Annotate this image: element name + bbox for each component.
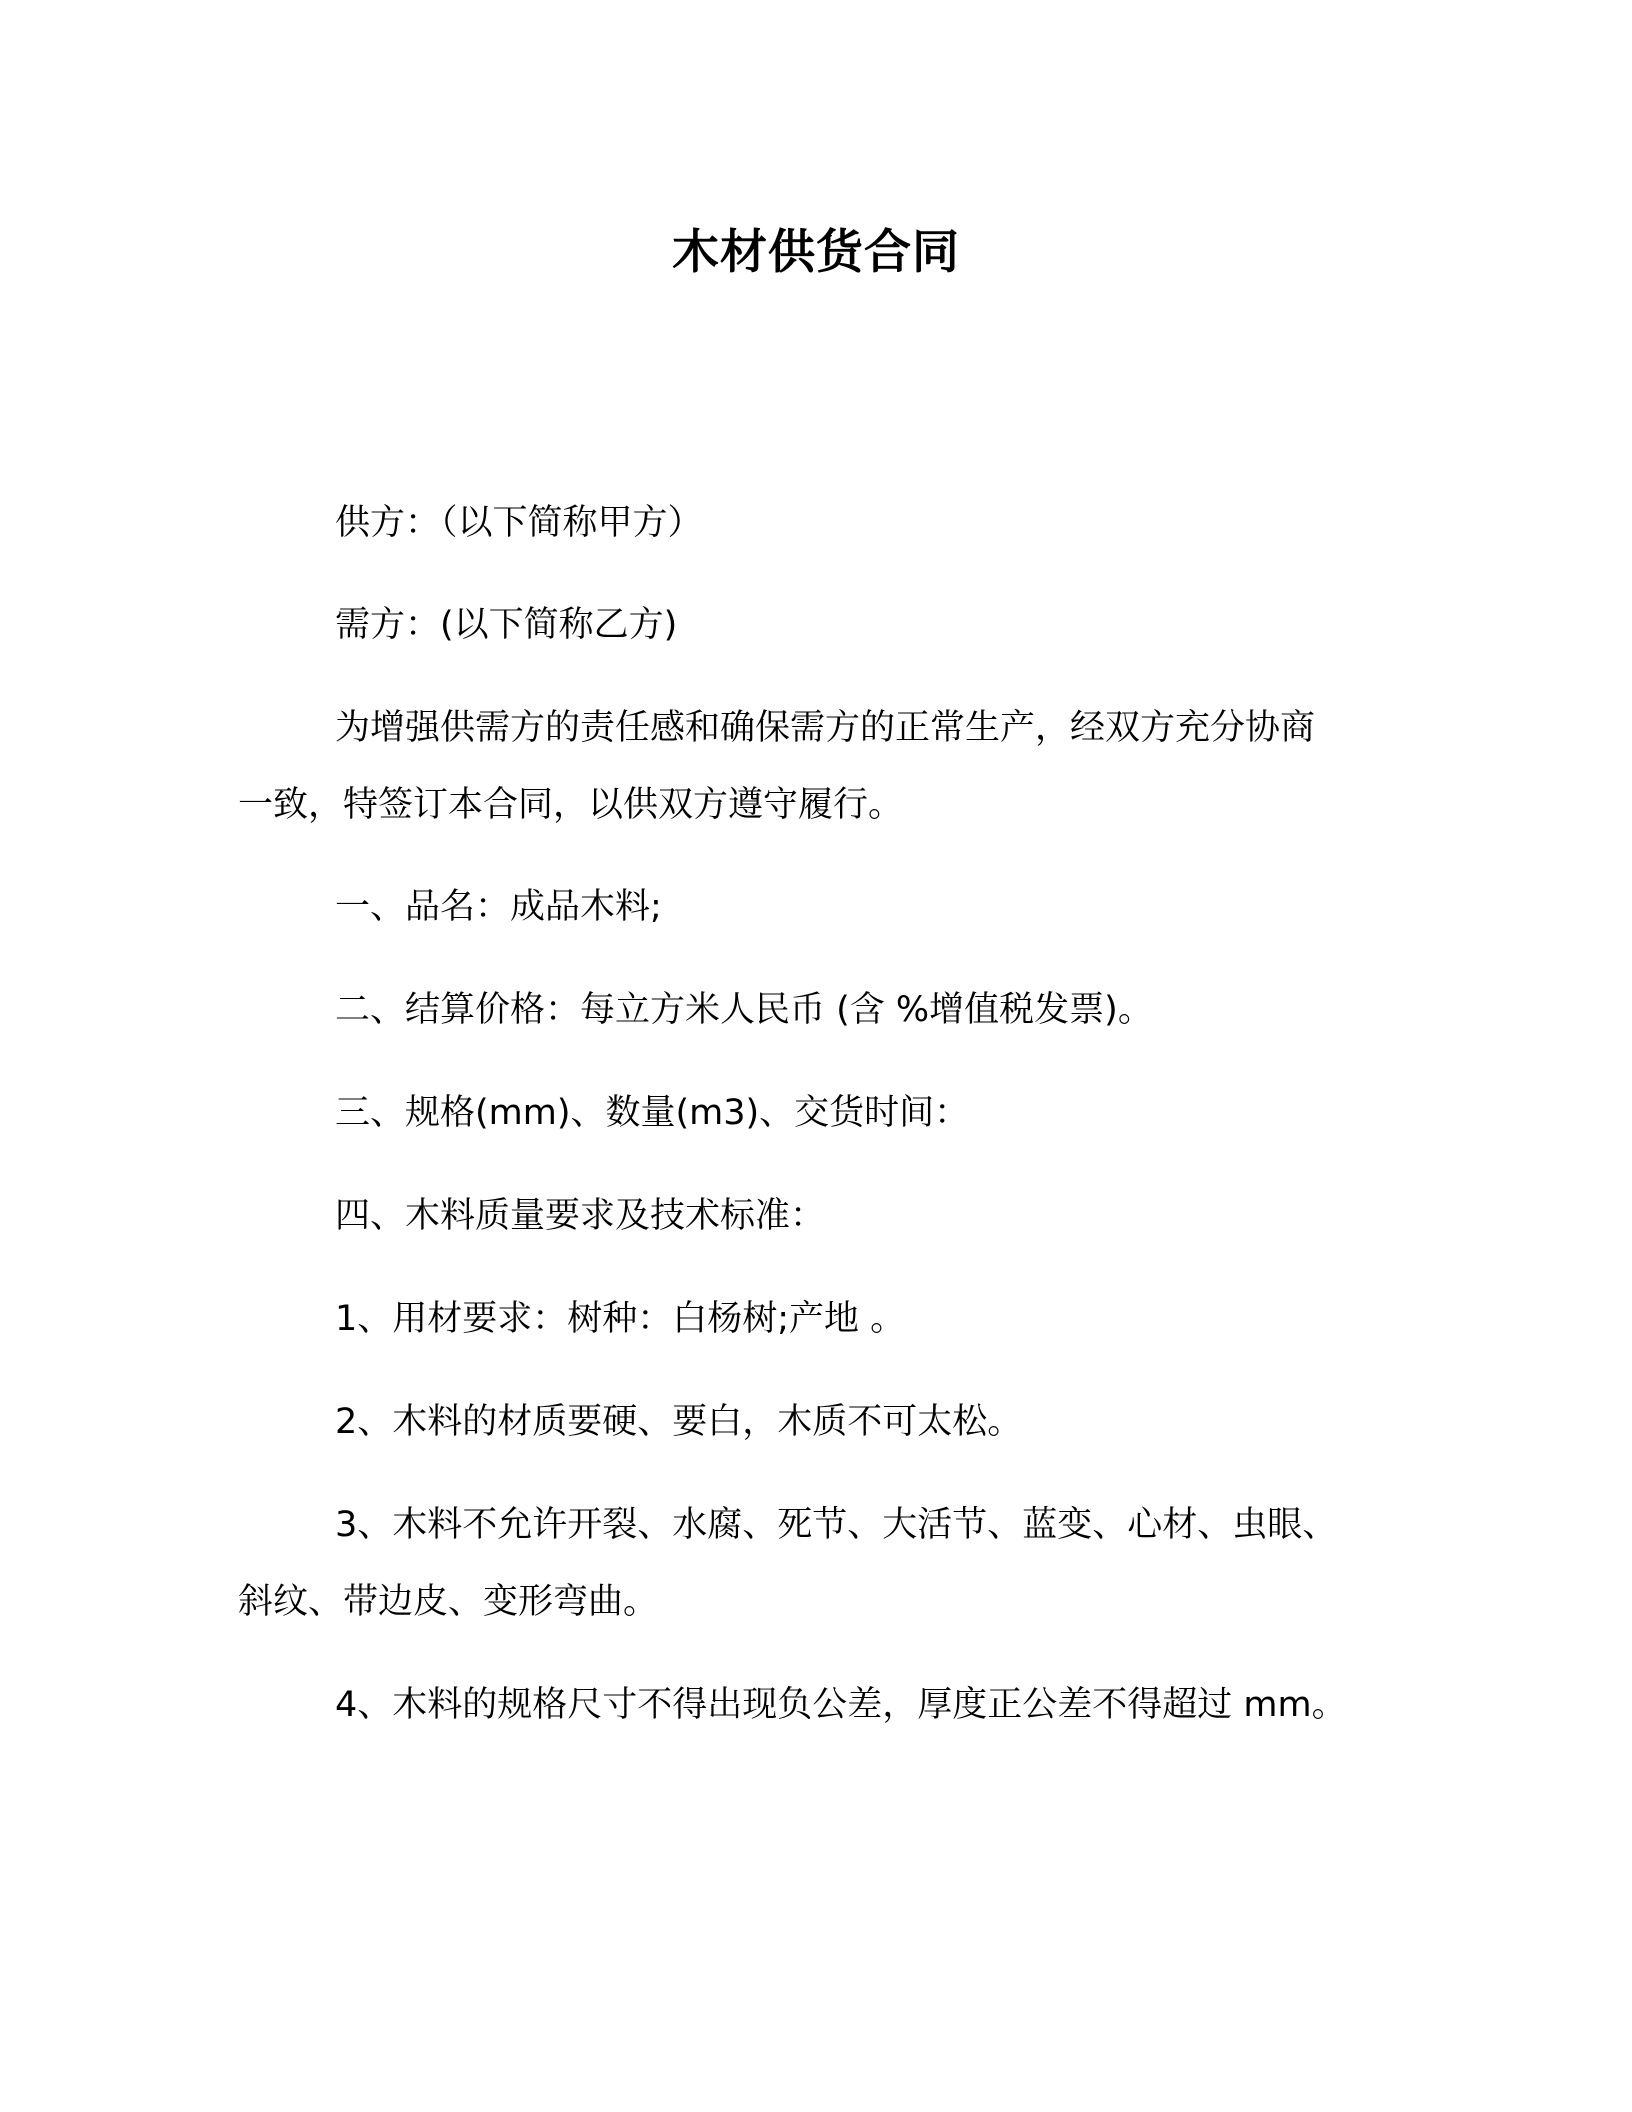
paragraph-preamble [238,690,1398,844]
paragraph-line: 4、木料的规格尺寸不得出现负公差，厚度正公差不得超过 mm。 [335,1685,1347,1725]
paragraph-supplier [238,485,1398,562]
paragraph-item-name [238,869,1398,946]
paragraph-quality [238,1178,1398,1255]
paragraph-clause-4 [238,1667,1398,1744]
paragraph-line: 2、木料的材质要硬、要白，木质不可太松。 [335,1402,1023,1442]
document-title: 木材供货合同 [672,225,960,280]
paragraph-spec [238,1075,1398,1152]
paragraph-line: 需方：(以下简称乙方) [335,605,678,645]
paragraph-line: 为增强供需方的责任感和确保需方的正常生产，经双方充分协商 [335,708,1316,748]
paragraph-price [238,972,1398,1049]
paragraph-line: 斜纹、带边皮、变形弯曲。 [238,1582,659,1622]
paragraph-line: 二、结算价格：每立方米人民币 (含 %增值税发票)。 [335,990,1153,1030]
paragraph-clause-1 [238,1281,1398,1358]
paragraph-line: 供方：（以下简称甲方） [335,503,703,543]
paragraph-line: 一致，特签订本合同，以供双方遵守履行。 [238,785,904,825]
paragraph-clause-2 [238,1384,1398,1461]
paragraph-line: 一、品名：成品木料; [335,887,662,927]
paragraph-clause-3 [238,1487,1398,1641]
paragraph-line: 四、木料质量要求及技术标准： [335,1196,826,1236]
paragraph-line: 1、用材要求：树种：白杨树;产地 。 [335,1299,906,1339]
paragraph-line: 3、木料不允许开裂、水腐、死节、大活节、蓝变、心材、虫眼、 [335,1505,1338,1545]
paragraph-buyer [238,587,1398,664]
paragraph-line: 三、规格(mm)、数量(m3)、交货时间： [335,1093,970,1133]
